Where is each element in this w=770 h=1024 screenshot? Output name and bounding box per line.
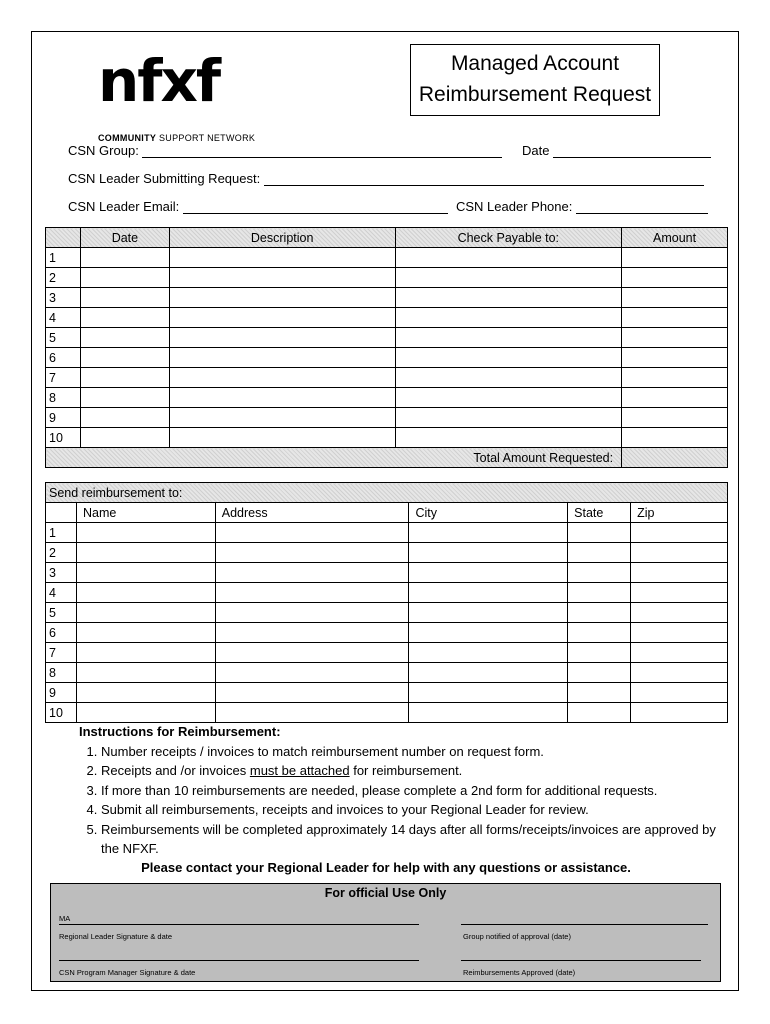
row-number: 4 (46, 308, 81, 328)
table-cell[interactable] (622, 248, 728, 268)
table-cell[interactable] (395, 308, 622, 328)
reimb-approved-line[interactable] (461, 960, 701, 961)
table-cell[interactable] (169, 408, 395, 428)
table-cell[interactable] (215, 543, 409, 563)
leader-phone-label: CSN Leader Phone: (456, 199, 573, 214)
address-table-title: Send reimbursement to: (46, 483, 728, 503)
instruction-2-tail: for reimbursement. (349, 763, 463, 778)
csn-sig-line[interactable] (59, 960, 419, 961)
row-number: 8 (46, 388, 81, 408)
table-cell[interactable] (622, 388, 728, 408)
table-cell[interactable] (631, 703, 728, 723)
table-cell[interactable] (80, 328, 169, 348)
row-number: 3 (46, 288, 81, 308)
table-cell[interactable] (622, 428, 728, 448)
row-number: 4 (46, 583, 77, 603)
instructions (79, 722, 719, 859)
table-cell[interactable] (568, 643, 631, 663)
table-cell[interactable] (409, 683, 568, 703)
row-number: 6 (46, 348, 81, 368)
nfxf-logo (98, 47, 298, 156)
header-city: City (409, 503, 568, 523)
table-cell[interactable] (169, 388, 395, 408)
group-notified-line[interactable] (461, 924, 708, 925)
header-description: Description (169, 228, 395, 248)
address-header-row (46, 503, 728, 523)
table-cell[interactable] (80, 428, 169, 448)
table-cell[interactable] (568, 523, 631, 543)
table-cell[interactable] (622, 368, 728, 388)
instruction-item (101, 761, 719, 781)
table-cell[interactable] (395, 368, 622, 388)
table-cell[interactable] (395, 248, 622, 268)
table-row (46, 683, 728, 703)
table-cell[interactable] (215, 643, 409, 663)
table-row (46, 288, 728, 308)
logo-sub-rest: SUPPORT NETWORK (156, 133, 256, 143)
table-cell[interactable] (395, 268, 622, 288)
table-cell[interactable] (76, 523, 215, 543)
leader-email-field[interactable] (183, 199, 448, 214)
table-cell[interactable] (215, 623, 409, 643)
csn-sig-label: CSN Program Manager Signature & date (59, 968, 196, 977)
table-row (46, 348, 728, 368)
header-check-payable: Check Payable to: (395, 228, 622, 248)
table-row (46, 703, 728, 723)
table-row (46, 248, 728, 268)
table-cell[interactable] (395, 288, 622, 308)
table-row (46, 643, 728, 663)
table-cell[interactable] (631, 683, 728, 703)
table-cell[interactable] (215, 523, 409, 543)
table-cell[interactable] (631, 523, 728, 543)
table-cell[interactable] (631, 563, 728, 583)
official-use-box (50, 883, 721, 982)
date-field[interactable] (553, 143, 711, 158)
row-number: 7 (46, 643, 77, 663)
table-cell[interactable] (169, 288, 395, 308)
table-cell[interactable] (169, 308, 395, 328)
csn-group-field[interactable] (142, 143, 502, 158)
instructions-list (79, 742, 719, 859)
header-blank (46, 228, 81, 248)
table-cell[interactable] (631, 663, 728, 683)
instruction-2-start: Receipts and /or invoices (101, 763, 250, 778)
row-number: 6 (46, 623, 77, 643)
row-number: 5 (46, 328, 81, 348)
table-cell[interactable] (76, 563, 215, 583)
table-cell[interactable] (215, 663, 409, 683)
table-cell[interactable] (215, 603, 409, 623)
table-row (46, 583, 728, 603)
table-row (46, 408, 728, 428)
reimb-approved-label: Reimbursements Approved (date) (463, 968, 576, 977)
table-row (46, 563, 728, 583)
table-cell[interactable] (631, 623, 728, 643)
table-cell[interactable] (76, 603, 215, 623)
official-heading: For official Use Only (324, 886, 447, 900)
instruction-item: 1. Number receipts / invoices to match reimbursement number on request form. (101, 742, 719, 762)
row-number: 5 (46, 603, 77, 623)
table-cell[interactable] (622, 288, 728, 308)
header-amount: Amount (622, 228, 728, 248)
table-cell[interactable] (76, 703, 215, 723)
table-cell[interactable] (409, 543, 568, 563)
expense-header-row (46, 228, 728, 248)
instruction-item: 3. If more than 10 reimbursements are needed, please complete a 2nd form for additional requests. (101, 781, 719, 801)
table-cell[interactable] (76, 643, 215, 663)
instruction-item: 4. Submit all reimbursements, receipts and invoices to your Regional Leader for review. (101, 800, 719, 820)
table-cell[interactable] (215, 703, 409, 723)
table-cell[interactable] (76, 663, 215, 683)
total-amount-cell[interactable] (622, 448, 728, 468)
table-cell[interactable] (395, 348, 622, 368)
table-cell[interactable] (169, 248, 395, 268)
contact-note: Please contact your Regional Leader for help with any questions or assistance. (141, 860, 631, 875)
table-cell[interactable] (76, 623, 215, 643)
table-cell[interactable] (80, 308, 169, 328)
table-cell[interactable] (215, 583, 409, 603)
header-name: Name (76, 503, 215, 523)
group-notified-label: Group notified of approval (date) (463, 932, 571, 941)
table-cell[interactable] (631, 543, 728, 563)
row-number: 10 (46, 428, 81, 448)
date-row (522, 143, 711, 158)
table-row (46, 663, 728, 683)
table-row (46, 543, 728, 563)
table-row (46, 268, 728, 288)
row-number: 3 (46, 563, 77, 583)
table-cell[interactable] (622, 308, 728, 328)
table-cell[interactable] (622, 408, 728, 428)
table-cell[interactable] (76, 543, 215, 563)
table-cell[interactable] (80, 368, 169, 388)
table-cell[interactable] (80, 388, 169, 408)
table-cell[interactable] (631, 643, 728, 663)
table-row (46, 523, 728, 543)
title-line-2: Reimbursement Request (418, 83, 652, 106)
date-label: Date (522, 143, 550, 158)
csn-group-row (68, 143, 502, 158)
table-cell[interactable] (169, 428, 395, 448)
table-cell[interactable] (631, 603, 728, 623)
table-cell[interactable] (568, 683, 631, 703)
table-cell[interactable] (568, 583, 631, 603)
table-cell[interactable] (409, 643, 568, 663)
row-number: 7 (46, 368, 81, 388)
table-cell[interactable] (568, 703, 631, 723)
table-cell[interactable] (76, 583, 215, 603)
table-cell[interactable] (568, 663, 631, 683)
leader-submitting-label: CSN Leader Submitting Request: (68, 171, 261, 186)
table-cell[interactable] (568, 543, 631, 563)
reimbursement-address-table (45, 482, 728, 723)
table-row (46, 428, 728, 448)
table-cell[interactable] (409, 563, 568, 583)
table-cell[interactable] (568, 623, 631, 643)
table-row (46, 328, 728, 348)
leader-email-row (68, 199, 448, 214)
row-number: 10 (46, 703, 77, 723)
table-cell[interactable] (622, 268, 728, 288)
address-title-row (46, 483, 728, 503)
table-cell[interactable] (395, 388, 622, 408)
row-number: 9 (46, 683, 77, 703)
form-page (31, 31, 739, 991)
leader-submitting-field[interactable] (264, 171, 704, 186)
instruction-2-underlined: must be attached (249, 763, 350, 778)
row-number: 1 (46, 523, 77, 543)
table-cell[interactable] (409, 583, 568, 603)
table-cell[interactable] (80, 248, 169, 268)
table-cell[interactable] (409, 663, 568, 683)
header-zip: Zip (631, 503, 728, 523)
table-cell[interactable] (80, 348, 169, 368)
row-number: 8 (46, 663, 77, 683)
table-row (46, 603, 728, 623)
table-cell[interactable] (215, 683, 409, 703)
table-cell[interactable] (76, 683, 215, 703)
row-number: 2 (46, 268, 81, 288)
total-label: Total Amount Requested: (46, 448, 622, 468)
table-cell[interactable] (395, 328, 622, 348)
table-cell[interactable] (395, 428, 622, 448)
header-date: Date (80, 228, 169, 248)
expense-table (45, 227, 728, 468)
header-state: State (568, 503, 631, 523)
regional-sig-line[interactable] (59, 924, 419, 925)
leader-phone-row (456, 199, 708, 214)
table-cell[interactable] (169, 268, 395, 288)
instructions-heading: Instructions for Reimbursement: (79, 724, 281, 739)
leader-submitting-row (68, 171, 704, 186)
table-cell[interactable] (622, 348, 728, 368)
addr-header-blank (46, 503, 77, 523)
table-cell[interactable] (395, 408, 622, 428)
table-cell[interactable] (169, 348, 395, 368)
row-number: 2 (46, 543, 77, 563)
ma-label: MA (59, 914, 71, 923)
table-cell[interactable] (409, 603, 568, 623)
table-row (46, 368, 728, 388)
instruction-item: 5. Reimbursements will be completed approximately 14 days after all forms/receipts/invoices are approved by the NFXF. (101, 820, 719, 859)
table-cell[interactable] (631, 583, 728, 603)
table-cell[interactable] (568, 563, 631, 583)
row-number: 1 (46, 248, 81, 268)
total-row (46, 448, 728, 468)
table-cell[interactable] (80, 288, 169, 308)
table-cell[interactable] (80, 268, 169, 288)
logo-subtitle (98, 133, 255, 143)
table-cell[interactable] (568, 603, 631, 623)
table-row (46, 308, 728, 328)
table-row (46, 388, 728, 408)
table-cell[interactable] (215, 563, 409, 583)
form-title (410, 44, 660, 116)
leader-phone-field[interactable] (576, 199, 708, 214)
table-row (46, 623, 728, 643)
row-number: 9 (46, 408, 81, 428)
table-cell[interactable] (409, 523, 568, 543)
table-cell[interactable] (169, 368, 395, 388)
csn-group-label: CSN Group: (68, 143, 139, 158)
header-address: Address (215, 503, 409, 523)
table-cell[interactable] (409, 623, 568, 643)
leader-email-label: CSN Leader Email: (68, 199, 180, 214)
logo-sub-bold: COMMUNITY (98, 133, 157, 143)
table-cell[interactable] (169, 328, 395, 348)
table-cell[interactable] (409, 703, 568, 723)
table-cell[interactable] (80, 408, 169, 428)
title-line-1: Managed Account (450, 52, 620, 75)
regional-sig-label: Regional Leader Signature & date (59, 932, 172, 941)
logo-wordmark: nfxf (98, 47, 220, 115)
table-cell[interactable] (622, 328, 728, 348)
